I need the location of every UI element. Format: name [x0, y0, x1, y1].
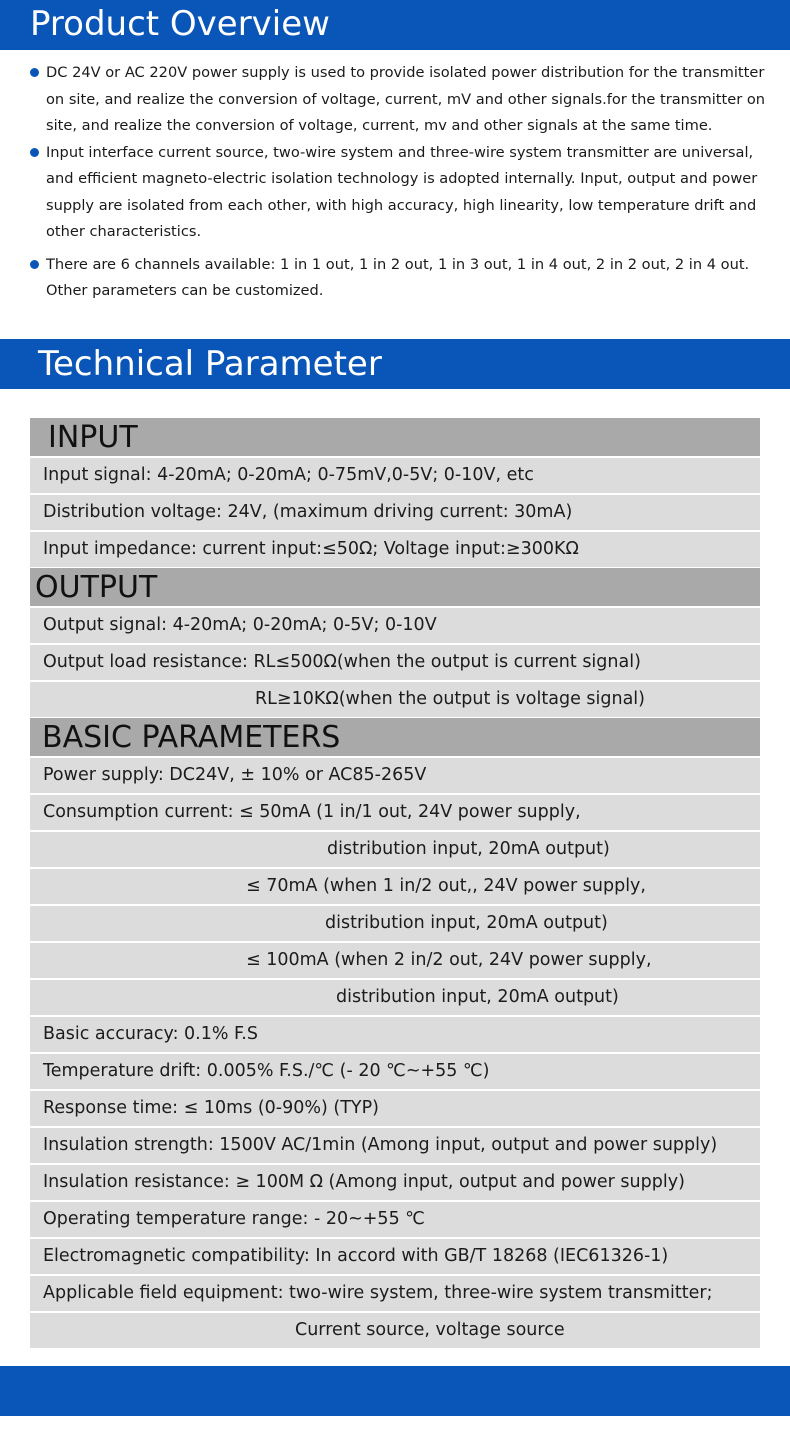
table-row: Output load resistance: RL≤500Ω(when the output is current signal): [30, 643, 760, 680]
technical-parameter-title: Technical Parameter: [38, 344, 382, 384]
table-row: Insulation strength: 1500V AC/1min (Among input, output and power supply): [30, 1126, 760, 1163]
bullet-dot-icon: [30, 68, 39, 77]
overview-bullet-text: DC 24V or AC 220V power supply is used to provide isolated power distribution for the transmitter on site, and realize the conversion of voltage, current, mV and other signals.for the transmitter on site, and realize the conversion of voltage, current, mv and other signals at the same time.: [46, 64, 766, 134]
table-row: Insulation resistance: ≥ 100M Ω (Among input, output and power supply): [30, 1163, 760, 1200]
table-row: distribution input, 20mA output): [30, 830, 760, 867]
input-section-heading: INPUT: [30, 417, 760, 456]
basic-parameters-section-heading: BASIC PARAMETERS: [30, 717, 760, 756]
bullet-dot-icon: [30, 260, 39, 269]
table-row: Temperature drift: 0.005% F.S./℃ (- 20 ℃~+55 ℃): [30, 1052, 760, 1089]
overview-bullet: [30, 252, 770, 305]
overview-bullet-text: There are 6 channels available: 1 in 1 out, 1 in 2 out, 1 in 3 out, 1 in 4 out, 2 in 2 out, 2 in 4 out. Other parameters can be customized.: [46, 255, 750, 299]
table-row: Response time: ≤ 10ms (0-90%) (TYP): [30, 1089, 760, 1126]
overview-bullet-text: Input interface current source, two-wire system and three-wire system transmitter are universal, and efficient magneto-electric isolation technology is adopted internally. Input, output and power supply are isolated from each other, with high accuracy, high linearity, low temperature drift and other characteristics.: [46, 143, 758, 240]
table-row: Input impedance: current input:≤50Ω; Voltage input:≥300KΩ: [30, 530, 760, 567]
table-row: Distribution voltage: 24V, (maximum driving current: 30mA): [30, 493, 760, 530]
technical-parameter-banner: [0, 339, 790, 389]
product-overview-banner: [0, 0, 790, 50]
table-row: Input signal: 4-20mA; 0-20mA; 0-75mV,0-5V; 0-10V, etc: [30, 456, 760, 493]
table-row: Operating temperature range: - 20~+55 ℃: [30, 1200, 760, 1237]
product-overview-title: Product Overview: [30, 4, 330, 44]
table-row: Output signal: 4-20mA; 0-20mA; 0-5V; 0-10V: [30, 606, 760, 643]
table-row: distribution input, 20mA output): [30, 978, 760, 1015]
table-row: distribution input, 20mA output): [30, 904, 760, 941]
bullet-dot-icon: [30, 148, 39, 157]
table-row: ≤ 100mA (when 2 in/2 out, 24V power supply,: [30, 941, 760, 978]
table-row: Applicable field equipment: two-wire system, three-wire system transmitter;: [30, 1274, 760, 1311]
table-row: Electromagnetic compatibility: In accord with GB/T 18268 (IEC61326-1): [30, 1237, 760, 1274]
overview-bullet-list: [30, 60, 770, 305]
table-row: Current source, voltage source: [30, 1311, 760, 1348]
table-row: Basic accuracy: 0.1% F.S: [30, 1015, 760, 1052]
table-row: RL≥10KΩ(when the output is voltage signal): [30, 680, 760, 717]
output-section-heading: OUTPUT: [30, 567, 760, 606]
table-row: Power supply: DC24V, ± 10% or AC85-265V: [30, 756, 760, 793]
overview-bullet: [30, 140, 770, 246]
table-row: ≤ 70mA (when 1 in/2 out,, 24V power supply,: [30, 867, 760, 904]
table-row: Consumption current: ≤ 50mA (1 in/1 out, 24V power supply,: [30, 793, 760, 830]
footer-bar: [0, 1366, 790, 1416]
overview-bullet: [30, 60, 770, 140]
parameter-table: [30, 417, 760, 1348]
